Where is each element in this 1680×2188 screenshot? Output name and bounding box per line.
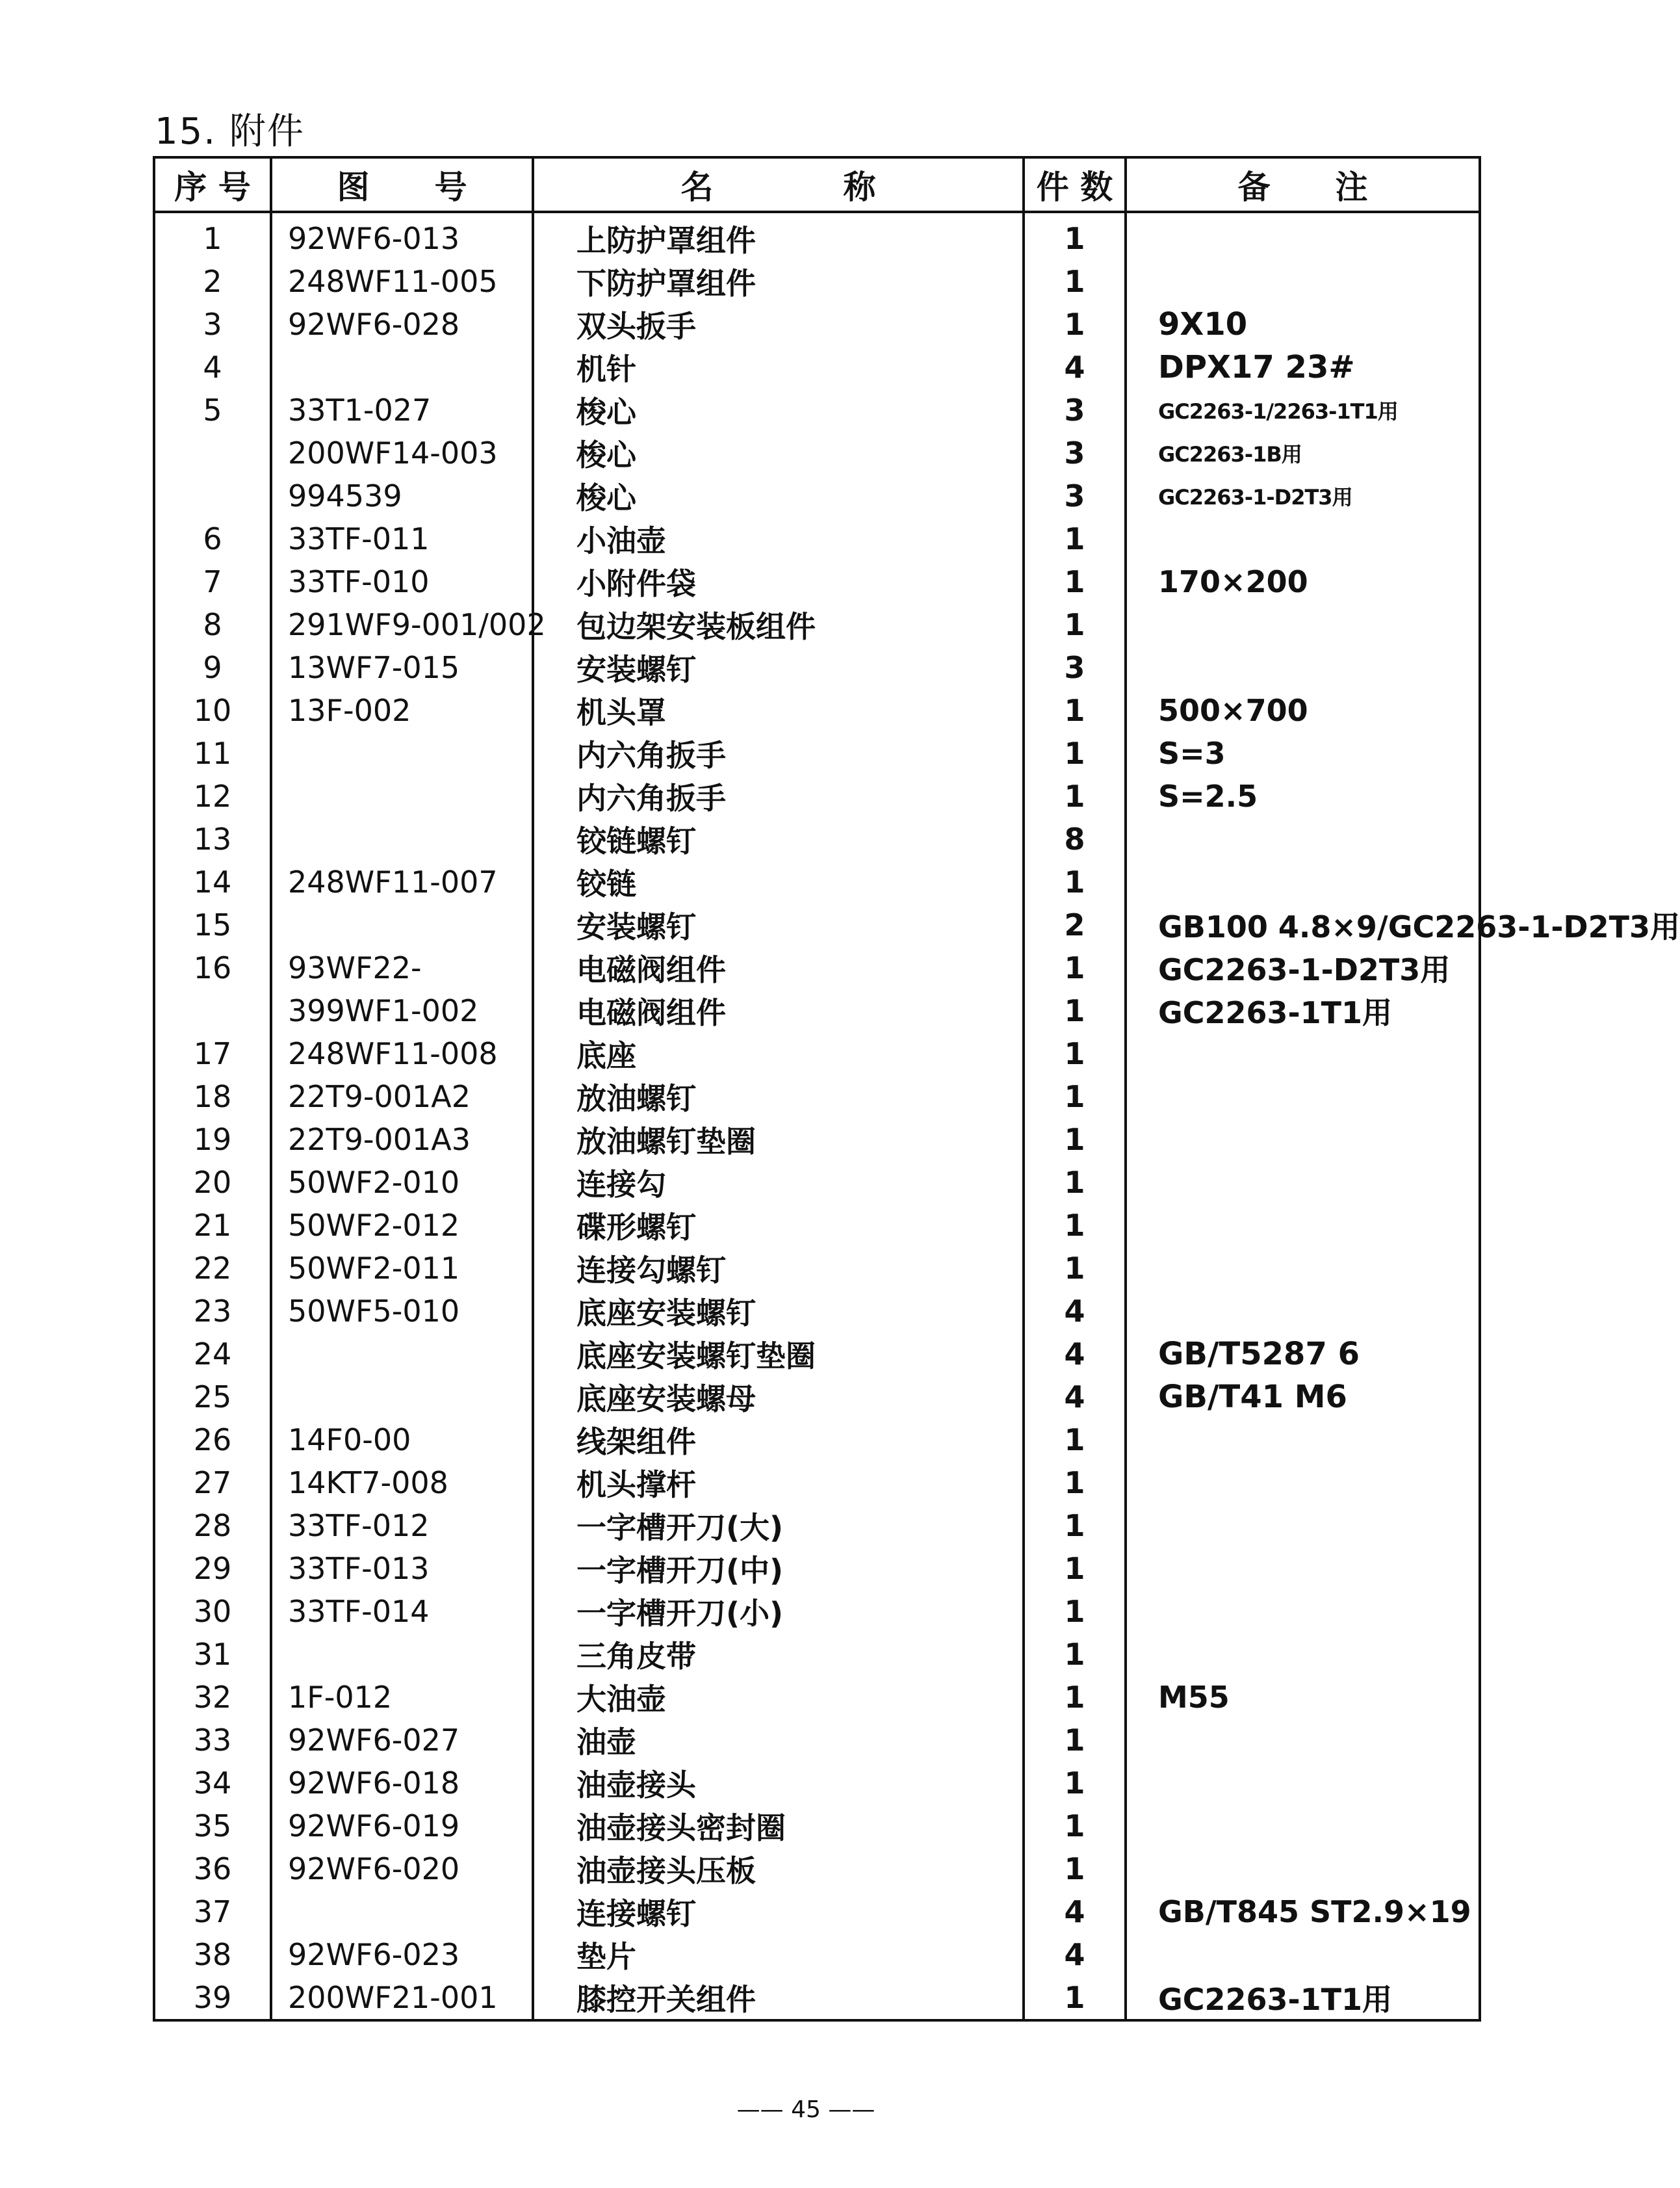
cell-name: 三角皮带 bbox=[533, 1633, 1024, 1676]
cell-seq: 31 bbox=[154, 1633, 271, 1676]
cell-note bbox=[1126, 1032, 1480, 1075]
cell-note: S=2.5 bbox=[1126, 775, 1480, 818]
table-row bbox=[154, 1762, 1480, 1804]
cell-note bbox=[1126, 1118, 1480, 1161]
cell-drawing bbox=[271, 775, 533, 818]
cell-qty: 1 bbox=[1024, 1676, 1126, 1719]
cell-seq: 37 bbox=[154, 1890, 271, 1933]
cell-name: 梭心 bbox=[533, 389, 1024, 432]
table-row bbox=[154, 1633, 1480, 1676]
cell-qty: 1 bbox=[1024, 989, 1126, 1032]
header-qty: 件 数 bbox=[1024, 157, 1126, 212]
cell-drawing: 248WF11-007 bbox=[271, 861, 533, 904]
cell-qty: 1 bbox=[1024, 1075, 1126, 1118]
cell-qty: 1 bbox=[1024, 517, 1126, 560]
cell-drawing bbox=[271, 732, 533, 775]
cell-drawing: 92WF6-020 bbox=[271, 1847, 533, 1890]
cell-name: 放油螺钉 bbox=[533, 1075, 1024, 1118]
cell-name: 碟形螺钉 bbox=[533, 1204, 1024, 1247]
cell-name: 安装螺钉 bbox=[533, 646, 1024, 689]
cell-qty: 1 bbox=[1024, 1247, 1126, 1290]
cell-note bbox=[1126, 1504, 1480, 1547]
cell-drawing: 200WF14-003 bbox=[271, 432, 533, 475]
cell-note: 9X10 bbox=[1126, 303, 1480, 346]
cell-name: 电磁阀组件 bbox=[533, 989, 1024, 1032]
cell-note bbox=[1126, 1547, 1480, 1590]
table-row bbox=[154, 1590, 1480, 1633]
cell-qty: 1 bbox=[1024, 1204, 1126, 1247]
table-row bbox=[154, 732, 1480, 775]
table-row bbox=[154, 1161, 1480, 1204]
table-row bbox=[154, 1418, 1480, 1461]
cell-seq: 6 bbox=[154, 517, 271, 560]
cell-drawing bbox=[271, 346, 533, 389]
cell-drawing: 92WF6-028 bbox=[271, 303, 533, 346]
cell-name: 机头罩 bbox=[533, 689, 1024, 732]
table-row bbox=[154, 1290, 1480, 1333]
cell-name: 梭心 bbox=[533, 432, 1024, 475]
table-row bbox=[154, 1719, 1480, 1762]
cell-name: 底座安装螺母 bbox=[533, 1375, 1024, 1418]
cell-name: 电磁阀组件 bbox=[533, 946, 1024, 989]
cell-qty: 3 bbox=[1024, 432, 1126, 475]
cell-note: M55 bbox=[1126, 1676, 1480, 1719]
table-row bbox=[154, 689, 1480, 732]
cell-drawing: 33T1-027 bbox=[271, 389, 533, 432]
cell-name: 包边架安装板组件 bbox=[533, 603, 1024, 646]
table-row bbox=[154, 1933, 1480, 1976]
cell-note bbox=[1126, 212, 1480, 260]
table-row bbox=[154, 517, 1480, 560]
cell-qty: 1 bbox=[1024, 1504, 1126, 1547]
cell-name: 下防护罩组件 bbox=[533, 260, 1024, 303]
cell-qty: 1 bbox=[1024, 1032, 1126, 1075]
cell-seq: 27 bbox=[154, 1461, 271, 1504]
cell-name: 铰链 bbox=[533, 861, 1024, 904]
cell-name: 一字槽开刀(大) bbox=[533, 1504, 1024, 1547]
cell-drawing: 248WF11-008 bbox=[271, 1032, 533, 1075]
cell-note bbox=[1126, 1161, 1480, 1204]
cell-qty: 4 bbox=[1024, 1933, 1126, 1976]
table-row bbox=[154, 560, 1480, 603]
cell-seq: 36 bbox=[154, 1847, 271, 1890]
cell-drawing bbox=[271, 1890, 533, 1933]
cell-qty: 1 bbox=[1024, 861, 1126, 904]
cell-seq bbox=[154, 989, 271, 1032]
table-row bbox=[154, 1118, 1480, 1161]
cell-name: 底座安装螺钉 bbox=[533, 1290, 1024, 1333]
table-row bbox=[154, 1333, 1480, 1375]
cell-name: 底座 bbox=[533, 1032, 1024, 1075]
cell-name: 连接螺钉 bbox=[533, 1890, 1024, 1933]
cell-note bbox=[1126, 646, 1480, 689]
cell-qty: 1 bbox=[1024, 1633, 1126, 1676]
cell-qty: 1 bbox=[1024, 1976, 1126, 2020]
header-drawing: 图 号 bbox=[271, 157, 533, 212]
cell-drawing: 13F-002 bbox=[271, 689, 533, 732]
cell-note bbox=[1126, 1933, 1480, 1976]
cell-drawing: 33TF-013 bbox=[271, 1547, 533, 1590]
cell-drawing: 22T9-001A3 bbox=[271, 1118, 533, 1161]
cell-seq: 5 bbox=[154, 389, 271, 432]
cell-name: 油壶接头 bbox=[533, 1762, 1024, 1804]
cell-seq: 32 bbox=[154, 1676, 271, 1719]
cell-note bbox=[1126, 1418, 1480, 1461]
cell-name: 垫片 bbox=[533, 1933, 1024, 1976]
cell-seq: 18 bbox=[154, 1075, 271, 1118]
cell-note bbox=[1126, 1847, 1480, 1890]
cell-note bbox=[1126, 818, 1480, 861]
table-row bbox=[154, 1676, 1480, 1719]
cell-seq bbox=[154, 475, 271, 517]
table-row bbox=[154, 775, 1480, 818]
cell-seq: 17 bbox=[154, 1032, 271, 1075]
cell-name: 机头撑杆 bbox=[533, 1461, 1024, 1504]
cell-note bbox=[1126, 1719, 1480, 1762]
table-row bbox=[154, 1547, 1480, 1590]
cell-seq bbox=[154, 432, 271, 475]
cell-seq: 9 bbox=[154, 646, 271, 689]
cell-qty: 1 bbox=[1024, 212, 1126, 260]
cell-note: GB/T41 M6 bbox=[1126, 1375, 1480, 1418]
cell-note: GC2263-1B用 bbox=[1126, 432, 1480, 475]
cell-seq: 38 bbox=[154, 1933, 271, 1976]
cell-qty: 1 bbox=[1024, 1118, 1126, 1161]
parts-table bbox=[153, 156, 1680, 2022]
cell-seq: 33 bbox=[154, 1719, 271, 1762]
cell-drawing: 22T9-001A2 bbox=[271, 1075, 533, 1118]
cell-note bbox=[1126, 1804, 1480, 1847]
cell-note: GC2263-1T1用 bbox=[1126, 989, 1480, 1032]
cell-note bbox=[1126, 603, 1480, 646]
table-row bbox=[154, 904, 1480, 946]
header-name: 名 称 bbox=[533, 157, 1024, 212]
cell-name: 双头扳手 bbox=[533, 303, 1024, 346]
cell-name: 一字槽开刀(中) bbox=[533, 1547, 1024, 1590]
table-row bbox=[154, 1204, 1480, 1247]
section-title: 15. 附件 bbox=[155, 111, 305, 153]
cell-seq: 11 bbox=[154, 732, 271, 775]
cell-drawing bbox=[271, 1375, 533, 1418]
cell-name: 大油壶 bbox=[533, 1676, 1024, 1719]
cell-drawing bbox=[271, 818, 533, 861]
cell-name: 小附件袋 bbox=[533, 560, 1024, 603]
cell-qty: 1 bbox=[1024, 775, 1126, 818]
cell-qty: 4 bbox=[1024, 346, 1126, 389]
cell-qty: 1 bbox=[1024, 946, 1126, 989]
page-number-value: 45 bbox=[791, 2096, 821, 2123]
cell-drawing: 33TF-010 bbox=[271, 560, 533, 603]
cell-seq: 29 bbox=[154, 1547, 271, 1590]
cell-qty: 1 bbox=[1024, 560, 1126, 603]
table-row bbox=[154, 1461, 1480, 1504]
cell-qty: 3 bbox=[1024, 389, 1126, 432]
table-row bbox=[154, 475, 1480, 517]
cell-note bbox=[1126, 1204, 1480, 1247]
cell-drawing: 92WF6-023 bbox=[271, 1933, 533, 1976]
cell-note: GC2263-1-D2T3用 bbox=[1126, 946, 1480, 989]
cell-name: 一字槽开刀(小) bbox=[533, 1590, 1024, 1633]
table-row bbox=[154, 1375, 1480, 1418]
table-row bbox=[154, 818, 1480, 861]
cell-seq: 16 bbox=[154, 946, 271, 989]
cell-seq: 25 bbox=[154, 1375, 271, 1418]
cell-seq: 14 bbox=[154, 861, 271, 904]
table-row bbox=[154, 432, 1480, 475]
cell-seq: 3 bbox=[154, 303, 271, 346]
cell-drawing: 291WF9-001/002 bbox=[271, 603, 533, 646]
table-row bbox=[154, 861, 1480, 904]
cell-qty: 1 bbox=[1024, 1719, 1126, 1762]
cell-note bbox=[1126, 1247, 1480, 1290]
cell-drawing bbox=[271, 1333, 533, 1375]
cell-drawing: 248WF11-005 bbox=[271, 260, 533, 303]
cell-qty: 1 bbox=[1024, 1461, 1126, 1504]
page-number: —— 45 —— bbox=[736, 2096, 875, 2123]
cell-name: 油壶接头密封圈 bbox=[533, 1804, 1024, 1847]
cell-note: GC2263-1-D2T3用 bbox=[1126, 475, 1480, 517]
cell-drawing: 14KT7-008 bbox=[271, 1461, 533, 1504]
cell-note: GB/T5287 6 bbox=[1126, 1333, 1480, 1375]
cell-seq: 20 bbox=[154, 1161, 271, 1204]
cell-seq: 19 bbox=[154, 1118, 271, 1161]
cell-qty: 1 bbox=[1024, 689, 1126, 732]
table-row bbox=[154, 346, 1480, 389]
cell-qty: 1 bbox=[1024, 1161, 1126, 1204]
cell-name: 小油壶 bbox=[533, 517, 1024, 560]
cell-qty: 8 bbox=[1024, 818, 1126, 861]
cell-seq: 4 bbox=[154, 346, 271, 389]
cell-seq: 12 bbox=[154, 775, 271, 818]
cell-drawing: 994539 bbox=[271, 475, 533, 517]
table-row bbox=[154, 603, 1480, 646]
cell-seq: 22 bbox=[154, 1247, 271, 1290]
cell-name: 油壶接头压板 bbox=[533, 1847, 1024, 1890]
table-row bbox=[154, 1847, 1480, 1890]
table-row bbox=[154, 646, 1480, 689]
cell-qty: 4 bbox=[1024, 1333, 1126, 1375]
cell-drawing bbox=[271, 1633, 533, 1676]
cell-name: 内六角扳手 bbox=[533, 732, 1024, 775]
table-row bbox=[154, 1075, 1480, 1118]
cell-qty: 3 bbox=[1024, 475, 1126, 517]
cell-name: 连接勾螺钉 bbox=[533, 1247, 1024, 1290]
cell-drawing: 50WF2-012 bbox=[271, 1204, 533, 1247]
cell-note bbox=[1126, 1633, 1480, 1676]
cell-note: S=3 bbox=[1126, 732, 1480, 775]
table-row bbox=[154, 389, 1480, 432]
cell-drawing: 93WF22- bbox=[271, 946, 533, 989]
cell-drawing: 33TF-011 bbox=[271, 517, 533, 560]
cell-name: 上防护罩组件 bbox=[533, 212, 1024, 260]
cell-drawing: 13WF7-015 bbox=[271, 646, 533, 689]
cell-seq: 21 bbox=[154, 1204, 271, 1247]
table-row bbox=[154, 989, 1480, 1032]
cell-seq: 28 bbox=[154, 1504, 271, 1547]
cell-drawing: 92WF6-027 bbox=[271, 1719, 533, 1762]
table-row bbox=[154, 303, 1480, 346]
cell-qty: 4 bbox=[1024, 1375, 1126, 1418]
cell-note bbox=[1126, 1290, 1480, 1333]
parts-table-body bbox=[154, 212, 1680, 2020]
cell-drawing: 399WF1-002 bbox=[271, 989, 533, 1032]
cell-qty: 1 bbox=[1024, 1547, 1126, 1590]
cell-seq: 2 bbox=[154, 260, 271, 303]
cell-qty: 1 bbox=[1024, 1762, 1126, 1804]
cell-note: GC2263-1T1用 bbox=[1126, 1976, 1480, 2020]
cell-note: 500×700 bbox=[1126, 689, 1480, 732]
cell-drawing: 1F-012 bbox=[271, 1676, 533, 1719]
cell-seq: 30 bbox=[154, 1590, 271, 1633]
cell-seq: 39 bbox=[154, 1976, 271, 2020]
header-note: 备 注 bbox=[1126, 157, 1480, 212]
table-row bbox=[154, 1804, 1480, 1847]
table-header-row bbox=[154, 157, 1480, 212]
cell-note: GB100 4.8×9/GC2263-1-D2T3用 bbox=[1126, 904, 1480, 946]
table-row bbox=[154, 1247, 1480, 1290]
table-row bbox=[154, 1976, 1480, 2020]
cell-qty: 1 bbox=[1024, 260, 1126, 303]
cell-drawing: 33TF-014 bbox=[271, 1590, 533, 1633]
cell-drawing: 14F0-00 bbox=[271, 1418, 533, 1461]
cell-drawing: 50WF2-011 bbox=[271, 1247, 533, 1290]
table-row bbox=[154, 212, 1480, 260]
cell-drawing: 33TF-012 bbox=[271, 1504, 533, 1547]
table-row bbox=[154, 1890, 1480, 1933]
cell-seq: 8 bbox=[154, 603, 271, 646]
cell-note bbox=[1126, 861, 1480, 904]
cell-note bbox=[1126, 1762, 1480, 1804]
cell-seq: 35 bbox=[154, 1804, 271, 1847]
cell-drawing bbox=[271, 904, 533, 946]
cell-seq: 26 bbox=[154, 1418, 271, 1461]
cell-name: 机针 bbox=[533, 346, 1024, 389]
cell-name: 内六角扳手 bbox=[533, 775, 1024, 818]
cell-qty: 3 bbox=[1024, 646, 1126, 689]
cell-note bbox=[1126, 260, 1480, 303]
cell-drawing: 200WF21-001 bbox=[271, 1976, 533, 2020]
cell-name: 梭心 bbox=[533, 475, 1024, 517]
cell-name: 油壶 bbox=[533, 1719, 1024, 1762]
cell-seq: 13 bbox=[154, 818, 271, 861]
cell-seq: 10 bbox=[154, 689, 271, 732]
cell-drawing: 50WF2-010 bbox=[271, 1161, 533, 1204]
cell-qty: 1 bbox=[1024, 1847, 1126, 1890]
cell-qty: 1 bbox=[1024, 732, 1126, 775]
cell-note bbox=[1126, 1590, 1480, 1633]
cell-seq: 1 bbox=[154, 212, 271, 260]
cell-name: 放油螺钉垫圈 bbox=[533, 1118, 1024, 1161]
cell-note bbox=[1126, 1075, 1480, 1118]
cell-seq: 23 bbox=[154, 1290, 271, 1333]
cell-note bbox=[1126, 517, 1480, 560]
cell-name: 膝控开关组件 bbox=[533, 1976, 1024, 2020]
cell-qty: 2 bbox=[1024, 904, 1126, 946]
cell-name: 铰链螺钉 bbox=[533, 818, 1024, 861]
cell-note bbox=[1126, 1461, 1480, 1504]
cell-drawing: 92WF6-013 bbox=[271, 212, 533, 260]
cell-name: 连接勾 bbox=[533, 1161, 1024, 1204]
cell-note: DPX17 23# bbox=[1126, 346, 1480, 389]
cell-qty: 1 bbox=[1024, 1418, 1126, 1461]
table-row bbox=[154, 946, 1480, 989]
table-row bbox=[154, 260, 1480, 303]
cell-qty: 1 bbox=[1024, 303, 1126, 346]
cell-seq: 24 bbox=[154, 1333, 271, 1375]
cell-note: 170×200 bbox=[1126, 560, 1480, 603]
cell-name: 安装螺钉 bbox=[533, 904, 1024, 946]
cell-note: GC2263-1/2263-1T1用 bbox=[1126, 389, 1480, 432]
table-row bbox=[154, 1504, 1480, 1547]
cell-qty: 1 bbox=[1024, 1590, 1126, 1633]
cell-note: GB/T845 ST2.9×19 bbox=[1126, 1890, 1480, 1933]
cell-qty: 1 bbox=[1024, 603, 1126, 646]
cell-drawing: 50WF5-010 bbox=[271, 1290, 533, 1333]
cell-seq: 34 bbox=[154, 1762, 271, 1804]
cell-name: 线架组件 bbox=[533, 1418, 1024, 1461]
header-seq: 序 号 bbox=[154, 157, 271, 212]
cell-drawing: 92WF6-019 bbox=[271, 1804, 533, 1847]
cell-qty: 4 bbox=[1024, 1890, 1126, 1933]
cell-drawing: 92WF6-018 bbox=[271, 1762, 533, 1804]
cell-seq: 15 bbox=[154, 904, 271, 946]
cell-qty: 4 bbox=[1024, 1290, 1126, 1333]
cell-name: 底座安装螺钉垫圈 bbox=[533, 1333, 1024, 1375]
cell-seq: 7 bbox=[154, 560, 271, 603]
table-row bbox=[154, 1032, 1480, 1075]
cell-qty: 1 bbox=[1024, 1804, 1126, 1847]
